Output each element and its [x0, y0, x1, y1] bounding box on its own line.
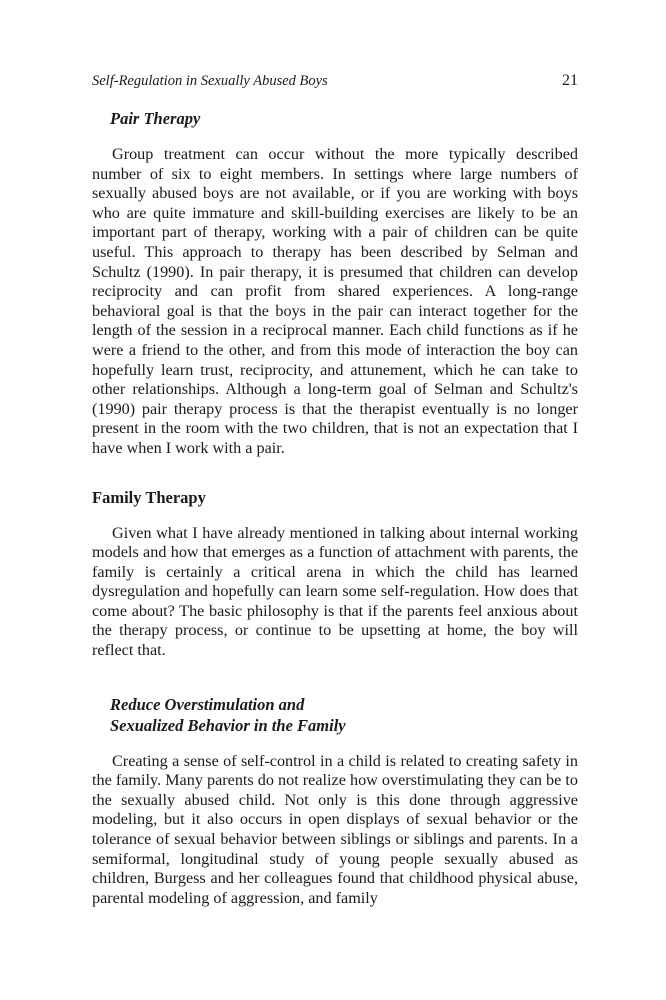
running-head-title: Self-Regulation in Sexually Abused Boys	[92, 73, 328, 89]
paragraph-pair-therapy: Group treatment can occur without the more typically described number of six to eight members. In settings where large numbers of sexually abused boys are not available, or if you are working with boys who are quite immature and skill-building exercises are likely to be an important part of therapy, working with a pair of children can be quite useful. This approach to therapy has been described by Selman and Schultz (1990). In pair therapy, it is presumed that children can develop reciprocity and can profit from shared experiences. A long-range behavioral goal is that the boys in the pair can interact together for the length of the session in a reciprocal manner. Each child functions as if he were a friend to the other, and from this mode of interaction the boy can hopefully learn trust, reciprocity, and attunement, which he can take to other relationships. Although a long-term goal of Selman and Schultz's (1990) pair therapy process is that the therapist eventually is no longer present in the room with the two children, that is not an expectation that I have when I work with a pair.	[92, 145, 578, 457]
section-heading-line-2: Sexualized Behavior in the Family	[110, 715, 346, 735]
page-number: 21	[562, 72, 578, 89]
paragraph-reduce-overstimulation: Creating a sense of self-control in a child is related to creating safety in the family. Many parents do not realize how overstimulating they can be to the sexually abused child. Not only is this done through aggressive modeling, but it also occurs in open displays of sexual behavior or the tolerance of sexual behavior between siblings or siblings and parents. In a semiformal, longitudinal study of young people sexually abused as children, Burgess and her colleagues found that childhood physical abuse, parental modeling of aggression, and family	[92, 751, 578, 907]
section-heading-pair-therapy: Pair Therapy	[110, 109, 201, 128]
book-page	[92, 72, 578, 908]
running-head	[92, 72, 578, 90]
section-heading-family-therapy: Family Therapy	[92, 487, 206, 507]
section-heading-reduce-overstimulation	[110, 694, 578, 736]
section-heading-line-1: Reduce Overstimulation and	[110, 694, 305, 714]
paragraph-family-therapy: Given what I have already mentioned in talking about internal working models and how that emerges as a function of attachment with parents, the family is certainly a critical arena in which the child has learned dysregulation and hopefully can learn some self-regulation. How does that come about? The basic philosophy is that if the parents feel anxious about the therapy process, or continue to be upsetting at home, the boy will reflect that.	[92, 523, 578, 660]
